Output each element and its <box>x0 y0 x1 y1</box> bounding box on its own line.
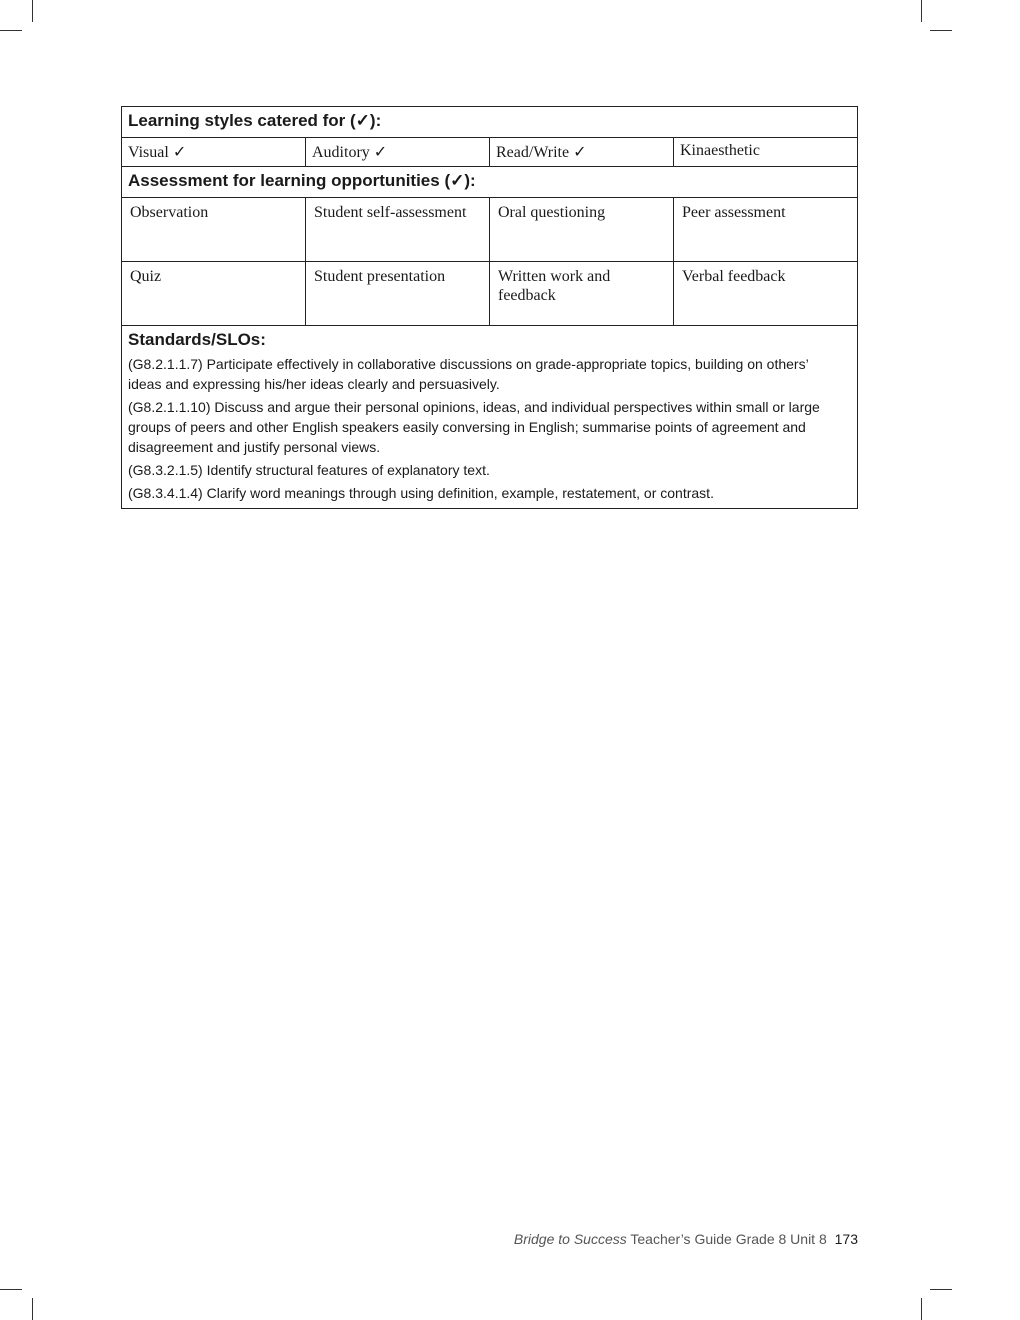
lesson-details-table <box>121 106 858 509</box>
crop-mark <box>0 1289 22 1290</box>
book-subtitle: Teacher’s Guide Grade 8 Unit 8 <box>630 1231 827 1247</box>
check-mark-icon: ✓ <box>373 144 388 161</box>
learning-styles-heading: Learning styles catered for (✓): <box>122 107 858 138</box>
page-footer <box>514 1231 858 1247</box>
learning-style-cell: Visual ✓ <box>122 138 306 167</box>
standard-item: (G8.2.1.1.7) Participate effectively in collaborative discussions on grade-appropriate topics, building on others’ ideas and expressing his/her ideas clearly and persuasively. <box>128 356 809 392</box>
assessment-row <box>122 198 858 262</box>
crop-mark <box>930 30 952 31</box>
assessment-heading: Assessment for learning opportunities (✓): <box>122 167 858 198</box>
assessment-cell: Quiz <box>122 262 306 326</box>
standards-heading: Standards/SLOs: <box>128 330 266 349</box>
assessment-cell: Student self-assessment <box>306 198 490 262</box>
assessment-cell: Student presentation <box>306 262 490 326</box>
check-mark-icon: ✓ <box>573 144 587 161</box>
assessment-cell: Written work and feedback <box>490 262 674 326</box>
assessment-cell: Observation <box>122 198 306 262</box>
check-mark-icon: ✓ <box>172 144 187 161</box>
assessment-row <box>122 262 858 326</box>
learning-style-cell: Auditory ✓ <box>306 138 490 167</box>
learning-style-cell: Kinaesthetic <box>674 138 858 167</box>
crop-mark <box>32 0 33 22</box>
assessment-cell: Peer assessment <box>674 198 858 262</box>
crop-mark <box>32 1298 33 1320</box>
standards-section <box>122 326 858 509</box>
page-number: 173 <box>834 1231 858 1247</box>
standard-item: (G8.3.2.1.5) Identify structural features of explanatory text. <box>128 462 490 478</box>
assessment-cell: Oral questioning <box>490 198 674 262</box>
crop-mark <box>921 0 922 22</box>
crop-mark <box>930 1289 952 1290</box>
standard-item: (G8.3.4.1.4) Clarify word meanings through using definition, example, restatement, or contrast. <box>128 485 714 501</box>
book-title: Bridge to Success <box>513 1231 627 1247</box>
crop-mark <box>0 30 22 31</box>
standard-item: (G8.2.1.1.10) Discuss and argue their personal opinions, ideas, and individual perspectives within small or large groups of peers and other English speakers easily conversing in English; summarise points of agreement and disagreement and justify personal views. <box>128 399 820 455</box>
learning-styles-row <box>122 138 858 167</box>
crop-mark <box>921 1298 922 1320</box>
assessment-cell: Verbal feedback <box>674 262 858 326</box>
learning-style-cell: Read/Write ✓ <box>490 138 674 167</box>
